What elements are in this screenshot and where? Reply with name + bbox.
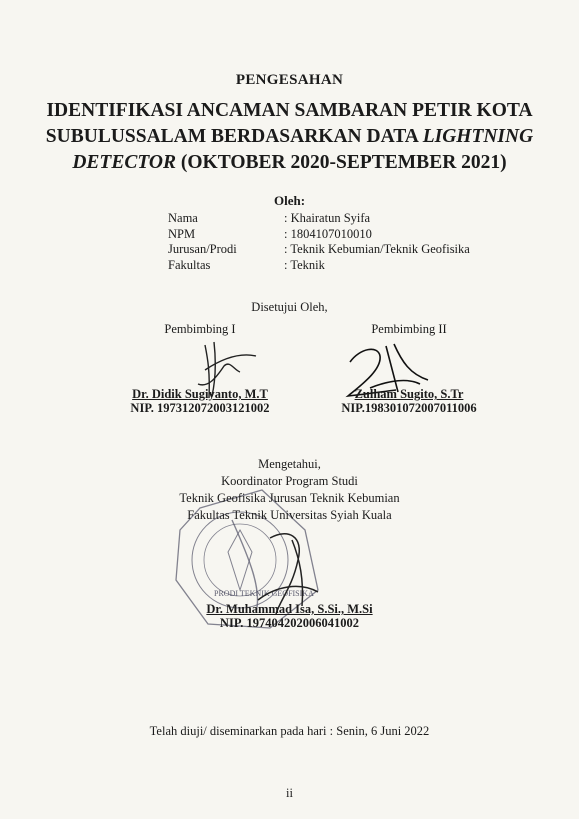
field-label: Nama <box>168 211 198 225</box>
ack-line-4: Fakultas Teknik Universitas Syiah Kuala <box>187 508 392 522</box>
field-label: Jurusan/Prodi <box>168 242 237 256</box>
stamp-text: PRODI TEKNIK GEOFISIKA <box>214 589 314 598</box>
author-label: Oleh: <box>273 193 306 208</box>
ack-line-1: Mengetahui, <box>258 457 321 471</box>
field-value: : Teknik <box>284 257 325 272</box>
field-value: : Khairatun Syifa <box>284 211 371 225</box>
title-line-2-italic: LIGHTNING <box>422 126 534 147</box>
field-label: NPM <box>168 226 196 241</box>
advisor-1-name: Dr. Didik Sugiyanto, M.T <box>132 387 268 401</box>
field-value: : Teknik Kebumian/Teknik Geofisika <box>284 242 470 256</box>
title-line-3-italic: DETECTOR <box>72 152 177 173</box>
field-value: : 1804107010010 <box>284 226 372 241</box>
ack-line-3: Teknik Geofisika Jurusan Teknik Kebumian <box>179 491 400 505</box>
title-line-3-text: (OKTOBER 2020-SEPTEMBER 2021) <box>176 152 507 173</box>
approved-by-label: Disetujui Oleh, <box>251 300 328 314</box>
advisor-1-role: Pembimbing I <box>164 322 236 336</box>
page-heading: PENGESAHAN <box>235 72 344 88</box>
advisor-2-nip: NIP.198301072007011006 <box>341 401 477 415</box>
page-number: ii <box>286 786 293 800</box>
advisor-2-role: Pembimbing II <box>371 322 447 336</box>
exam-date: Telah diuji/ diseminarkan pada hari : Senin, 6 Juni 2022 <box>149 724 430 738</box>
title-line-1: IDENTIFIKASI ANCAMAN SAMBARAN PETIR KOTA <box>46 100 533 121</box>
field-label: Fakultas <box>168 257 211 272</box>
coordinator-nip: NIP. 197404202006041002 <box>219 616 360 630</box>
advisor-2-name: Zulham Sugito, S.Tr <box>354 387 464 401</box>
title-line-2-text: SUBULUSSALAM BERDASARKAN DATA <box>45 126 423 147</box>
ack-line-2: Koordinator Program Studi <box>221 474 358 488</box>
advisor-1-nip: NIP. 197312072003121002 <box>130 401 270 415</box>
coordinator-name: Dr. Muhammad Isa, S.Si., M.Si <box>206 602 373 616</box>
acknowledgement-block <box>0 456 579 524</box>
